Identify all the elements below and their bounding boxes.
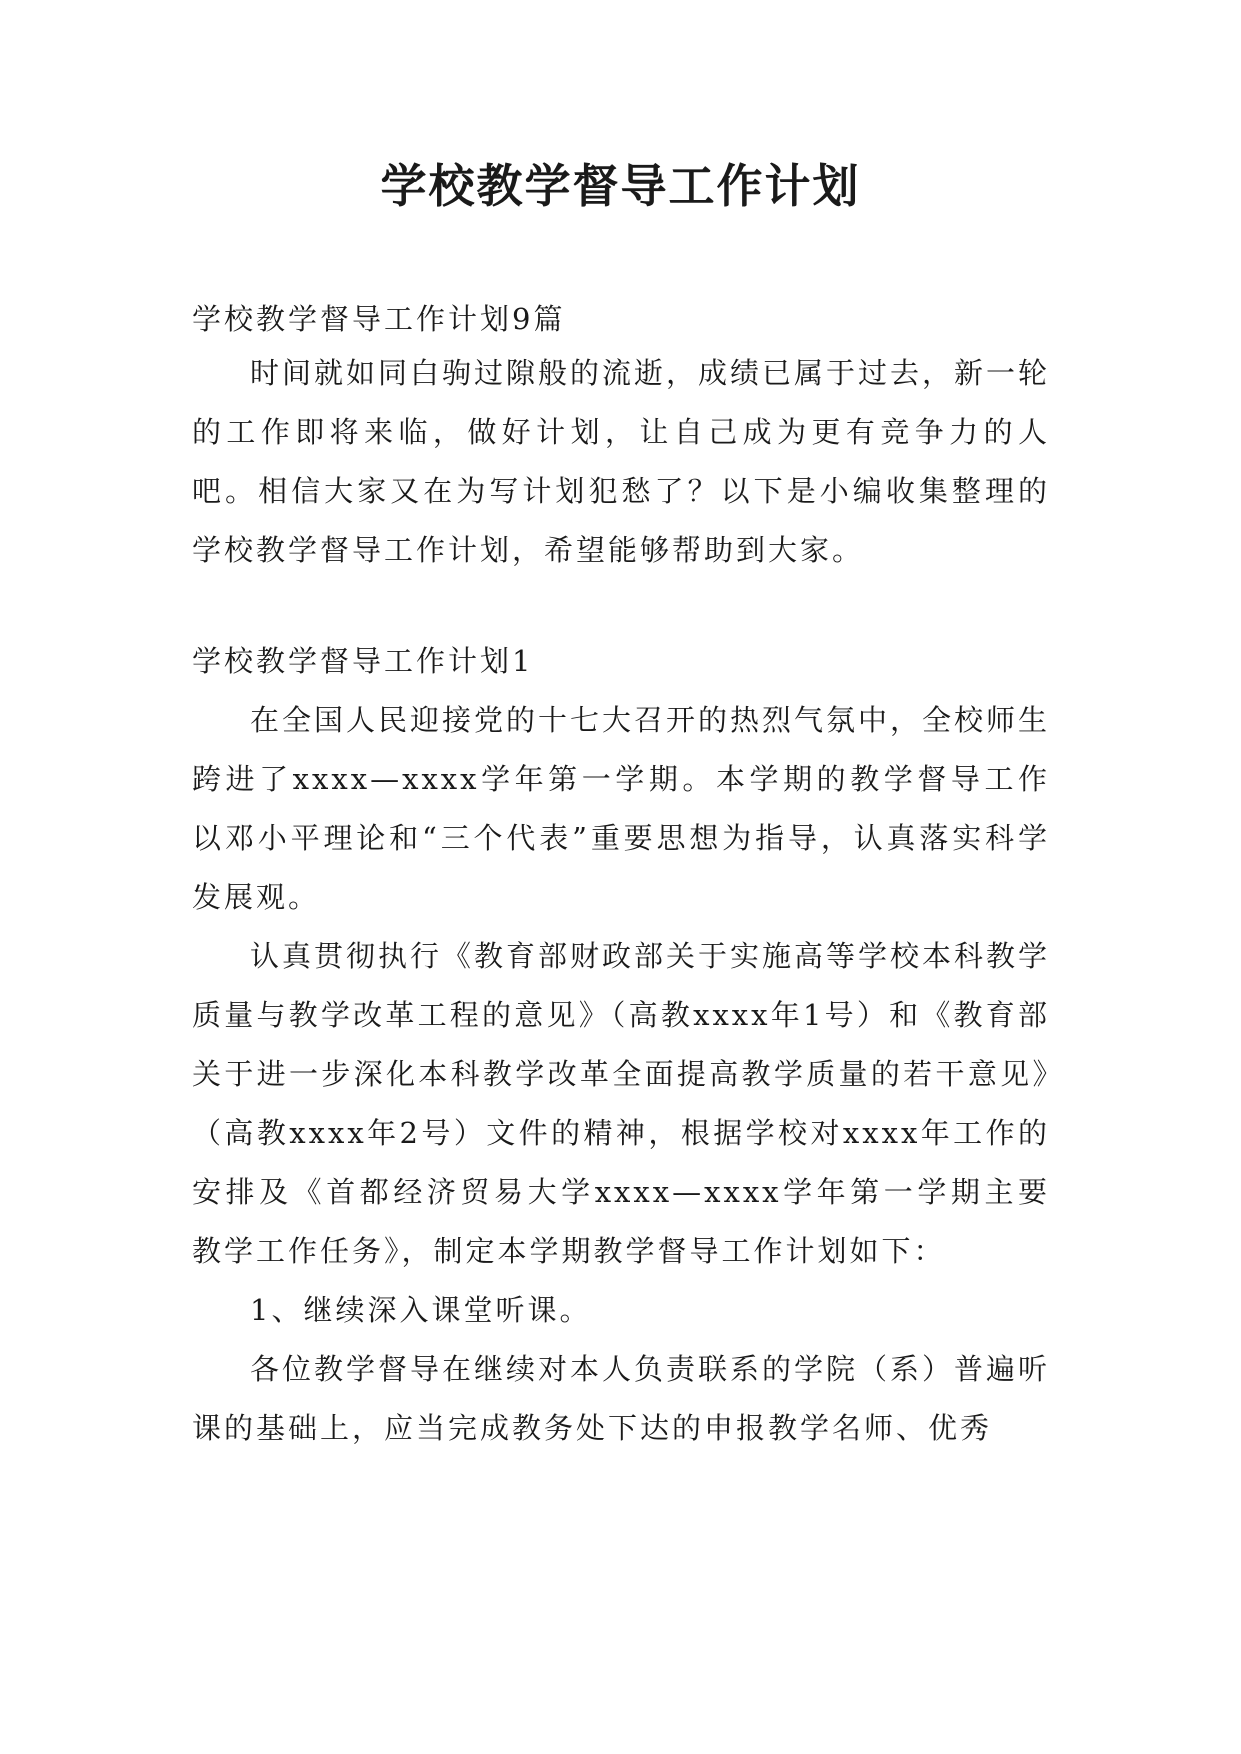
section1-paragraph: 认真贯彻执行《教育部财政部关于实施高等学校本科教学质量与教学改革工程的意见》（高教xxxx年1号）和《教育部关于进一步深化本科教学改革全面提高教学质量的若干意见》（高教xxxx年2号）文件的精神，根据学校对xxxx年工作的安排及《首都经济贸易大学xxxx—xxxx学年第一学期主要教学工作任务》，制定本学期教学督导工作计划如下： <box>192 939 1051 1268</box>
section-heading-1: 学校教学督导工作计划1 <box>192 644 534 678</box>
section1-paragraph: 在全国人民迎接党的十七大召开的热烈气氛中，全校师生跨进了xxxx—xxxx学年第一学期。本学期的教学督导工作以邓小平理论和“三个代表”重要思想为指导，认真落实科学发展观。 <box>192 703 1051 914</box>
section1-paragraph: 1、继续深入课堂听课。 <box>250 1293 592 1327</box>
document-subtitle: 学校教学督导工作计划9篇 <box>192 302 566 336</box>
intro-paragraph: 时间就如同白驹过隙般的流逝，成绩已属于过去，新一轮的工作即将来临，做好计划，让自己成为更有竞争力的人吧。相信大家又在为写计划犯愁了？以下是小编收集整理的学校教学督导工作计划，希望能够帮助到大家。 <box>192 356 1051 567</box>
document-title: 学校教学督导工作计划 <box>380 159 861 213</box>
section1-paragraph: 各位教学督导在继续对本人负责联系的学院（系）普遍听课的基础上，应当完成教务处下达的申报教学名师、优秀 <box>192 1352 1051 1445</box>
document-body <box>192 294 1050 1458</box>
